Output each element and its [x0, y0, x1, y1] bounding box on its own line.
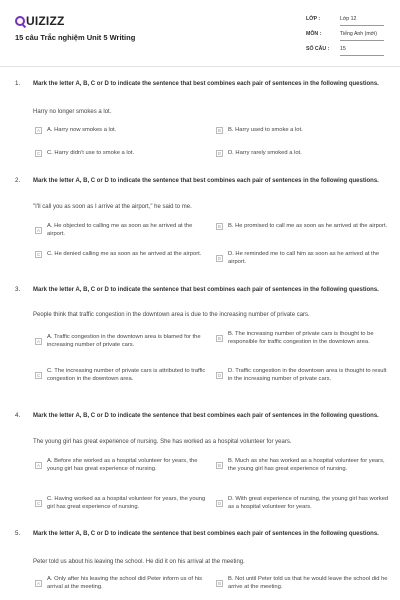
question-instruction: Mark the letter A, B, C or D to indicate the sentence that best combines each pair of sentences in the following questions. [33, 531, 379, 537]
logo-text: UIZIZZ [26, 14, 65, 28]
option-letter-box[interactable]: D [217, 256, 222, 262]
option-text: A. Before she worked as a hospital volunteer for years, the young girl has great experience of nursing. [47, 458, 198, 472]
meta-value: 15 [340, 46, 384, 56]
option-text: B. Harry used to smoke a lot. [228, 127, 303, 133]
option-text: D. Traffic congestion in the downtown area is thought to result in the increasing number of private cars. [228, 368, 387, 382]
question-number: 2. [15, 177, 21, 184]
option-text: A. He objected to calling me as soon as he arrived at the airport. [47, 223, 193, 237]
option-d[interactable] [216, 251, 391, 266]
option-b[interactable] [216, 458, 391, 473]
worksheet-header [0, 0, 400, 66]
option-c[interactable] [35, 496, 210, 511]
option-letter-box[interactable]: B [217, 463, 221, 469]
option-b[interactable] [216, 127, 391, 135]
option-letter-box[interactable]: A [36, 581, 40, 587]
option-letter-box[interactable]: D [217, 151, 222, 157]
option-text: C. He denied calling me as soon as he arrived at the airport. [47, 251, 202, 257]
option-text: B. He promised to call me as soon as he arrived at the airport. [228, 223, 388, 229]
meta-value: Lớp 12 [340, 16, 384, 26]
meta-label: LỚP : [306, 16, 321, 22]
question-stem: Harry no longer smokes a lot. [33, 109, 112, 115]
option-letter-box[interactable]: D [217, 501, 222, 507]
option-letter-box[interactable]: A [36, 339, 40, 345]
option-letter-box[interactable]: C [36, 373, 41, 379]
question-instruction: Mark the letter A, B, C or D to indicate the sentence that best combines each pair of sentences in the following questions. [33, 81, 379, 87]
option-a[interactable] [35, 458, 210, 473]
option-letter-box[interactable]: B [217, 128, 221, 134]
option-b[interactable] [216, 331, 391, 346]
worksheet-meta [306, 16, 384, 61]
option-b[interactable] [216, 576, 391, 591]
option-text: C. The increasing number of private cars is attributed to traffic congestion in the downtown area. [47, 368, 206, 382]
option-c[interactable] [35, 368, 210, 383]
option-letter-box[interactable]: B [217, 224, 221, 230]
option-letter-box[interactable]: C [36, 501, 41, 507]
option-c[interactable] [35, 150, 210, 158]
meta-value: Tiếng Anh (mới) [340, 31, 384, 41]
option-text: A. Harry now smokes a lot. [47, 127, 117, 133]
option-d[interactable] [216, 368, 391, 383]
header-divider [0, 66, 400, 67]
option-a[interactable] [35, 576, 210, 591]
option-d[interactable] [216, 496, 391, 511]
question-stem: People think that traffic congestion in the downtown area is due to the increasing number of private cars. [33, 312, 310, 318]
option-letter-box[interactable]: A [36, 128, 40, 134]
option-text: D. Harry rarely smoked a lot. [228, 150, 302, 156]
option-text: B. Not until Peter told us that he would leave the school did he arrive at the meeting. [228, 576, 388, 590]
option-letter-box[interactable]: A [36, 463, 40, 469]
option-text: B. The increasing number of private cars is thought to be responsible for traffic congestion in the downtown area. [228, 331, 374, 345]
option-letter-box[interactable]: B [217, 336, 221, 342]
question-stem: The young girl has great experience of nursing. She has worked as a hospital volunteer for years. [33, 439, 292, 445]
option-letter-box[interactable]: C [36, 252, 41, 258]
question-instruction: Mark the letter A, B, C or D to indicate the sentence that best combines each pair of sentences in the following questions. [33, 413, 379, 419]
option-text: C. Harry didn't use to smoke a lot. [47, 150, 135, 156]
question-stem: Peter told us about his leaving the school. He did it on his arrival at the meeting. [33, 559, 245, 565]
question-number: 3. [15, 286, 21, 293]
question-number: 5. [15, 530, 21, 537]
page-title: 15 câu Trắc nghiệm Unit 5 Writing [15, 33, 136, 42]
option-text: D. He reminded me to call him as soon as he arrived at the airport. [228, 251, 380, 265]
logo-q-icon [15, 16, 25, 26]
option-d[interactable] [216, 150, 391, 158]
option-text: B. Much as she has worked as a hospital volunteer for years, the young girl has great experience of nursing. [228, 458, 385, 472]
option-text: C. Having worked as a hospital volunteer for years, the young girl has great experience of nursing. [47, 496, 206, 510]
meta-label: SỐ CÂU : [306, 46, 330, 52]
option-letter-box[interactable]: C [36, 151, 41, 157]
option-letter-box[interactable]: A [36, 228, 40, 234]
option-b[interactable] [216, 223, 391, 231]
option-c[interactable] [35, 251, 210, 259]
question-number: 4. [15, 412, 21, 419]
meta-label: MÔN : [306, 31, 322, 37]
option-text: A. Only after his leaving the school did Peter inform us of his arrival at the meeting. [47, 576, 202, 590]
quizizz-logo [15, 14, 65, 28]
option-a[interactable] [35, 127, 210, 135]
meta-row-subject [306, 31, 384, 46]
question-instruction: Mark the letter A, B, C or D to indicate the sentence that best combines each pair of sentences in the following questions. [33, 178, 379, 184]
option-a[interactable] [35, 223, 210, 238]
question-stem: "I'll call you as soon as I arrive at the airport," he said to me. [33, 204, 192, 210]
option-letter-box[interactable]: B [217, 581, 221, 587]
option-a[interactable] [35, 334, 210, 349]
option-text: D. With great experience of nursing, the young girl has worked as a hospital volunteer for years. [228, 496, 389, 510]
question-number: 1. [15, 80, 21, 87]
meta-row-class [306, 16, 384, 31]
option-text: A. Traffic congestion in the downtown area is blamed for the increasing number of private cars. [47, 334, 201, 348]
question-instruction: Mark the letter A, B, C or D to indicate the sentence that best combines each pair of sentences in the following questions. [33, 287, 379, 293]
meta-row-count [306, 46, 384, 61]
option-letter-box[interactable]: D [217, 373, 222, 379]
